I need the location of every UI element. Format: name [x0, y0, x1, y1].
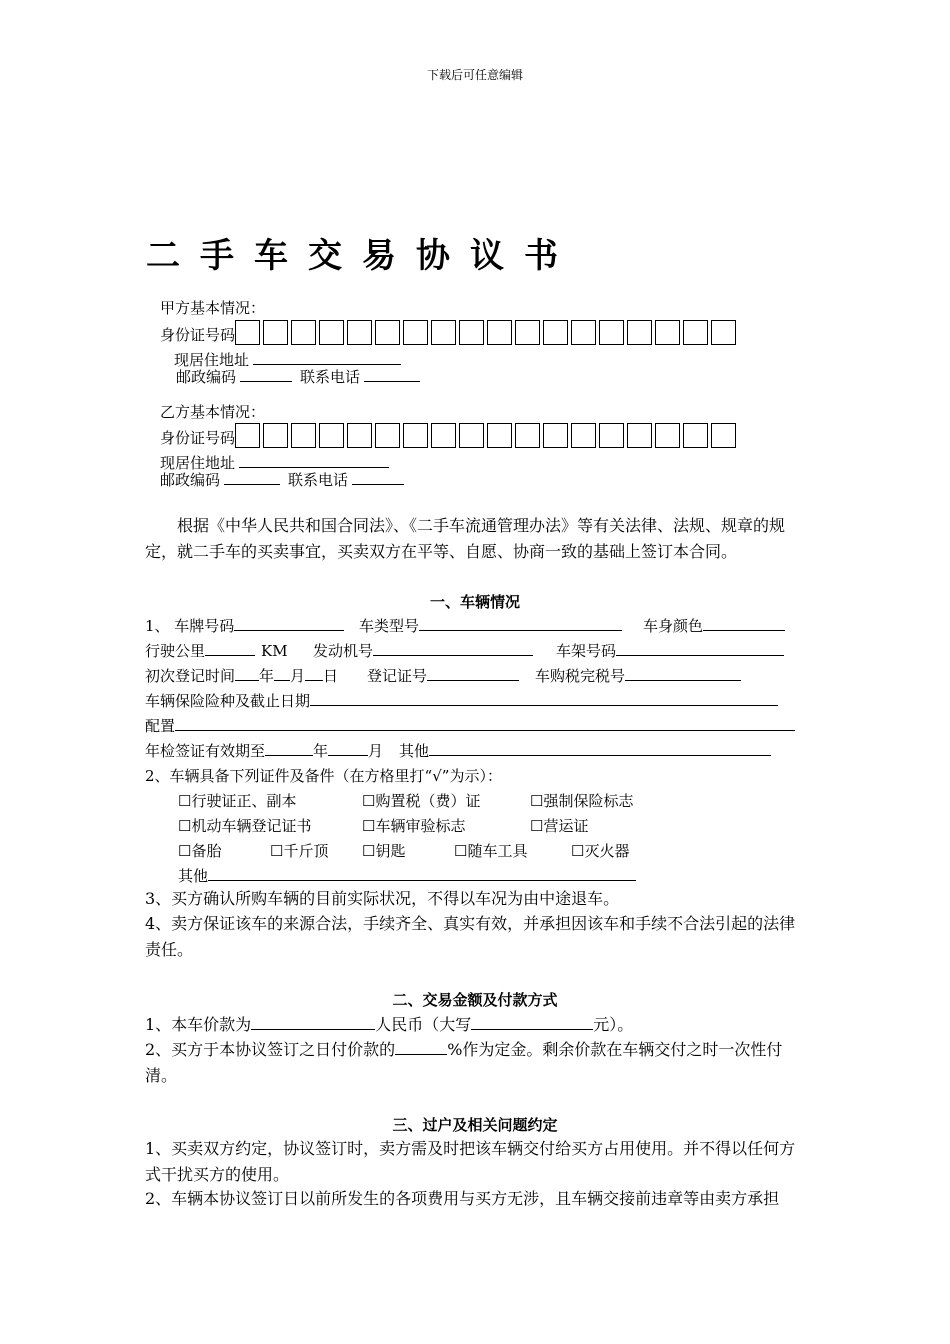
mileage-label: 行驶公里: [145, 642, 206, 660]
checkbox-row-3: [178, 841, 629, 861]
plate-field[interactable]: [234, 616, 344, 631]
id-digit-box[interactable]: [683, 320, 708, 345]
documents-intro: 2、车辆具备下列证件及备件（在方格里打“√”为示）：: [145, 767, 502, 785]
checkbox-operating-cert[interactable]: ☐营运证: [530, 817, 589, 835]
section1-heading: 一、车辆情况: [429, 593, 520, 611]
id-digit-box[interactable]: [263, 320, 288, 345]
id-digit-box[interactable]: [459, 423, 484, 448]
config-label: 配置: [145, 717, 176, 735]
id-digit-box[interactable]: [487, 320, 512, 345]
inspection-row: [145, 741, 771, 761]
tax-no-row: [535, 666, 741, 686]
deposit-percent-field[interactable]: [395, 1040, 447, 1055]
party-a-address-field[interactable]: [253, 350, 401, 365]
id-digit-box[interactable]: [487, 423, 512, 448]
reg-no-row: [367, 666, 519, 686]
config-row: [145, 716, 795, 736]
party-b-address-field[interactable]: [239, 453, 389, 468]
first-reg-day-field[interactable]: [305, 666, 323, 681]
party-b-phone-field[interactable]: [352, 470, 404, 485]
checkbox-jack[interactable]: ☐千斤顶: [270, 842, 329, 860]
id-digit-box[interactable]: [627, 320, 652, 345]
insurance-row: [145, 691, 778, 711]
frame-row: [556, 641, 784, 661]
year-label: 年: [259, 667, 275, 685]
frame-field[interactable]: [616, 641, 784, 656]
deposit-label: 2、买方于本协议签订之日付价款的: [145, 1040, 396, 1059]
party-b-address-label: 现居住地址: [160, 454, 236, 472]
tax-no-label: 车购税完税号: [535, 667, 626, 685]
engine-field[interactable]: [373, 641, 533, 656]
party-b-heading: 乙方基本情况：: [160, 403, 266, 421]
id-digit-box[interactable]: [627, 423, 652, 448]
id-digit-box[interactable]: [571, 320, 596, 345]
price-field[interactable]: [251, 1015, 375, 1030]
id-digit-box[interactable]: [711, 320, 736, 345]
party-b-id-label: 身份证号码: [160, 429, 236, 447]
id-digit-box[interactable]: [319, 320, 344, 345]
price-label: 1、本车价款为: [145, 1015, 252, 1034]
mileage-field[interactable]: [205, 641, 255, 656]
id-digit-box[interactable]: [543, 320, 568, 345]
document-title: 二手车交易协议书: [146, 236, 578, 276]
id-digit-box[interactable]: [431, 423, 456, 448]
page-header: 下载后可任意编辑: [426, 68, 523, 82]
inspection-year-label: 年: [313, 742, 329, 760]
id-digit-box[interactable]: [375, 423, 400, 448]
deposit-rest: %作为定金。剩余价款在车辆交付之时一次性付清。: [145, 1040, 783, 1085]
id-digit-box[interactable]: [291, 423, 316, 448]
checkbox-spare-tire[interactable]: ☐备胎: [178, 842, 222, 860]
party-b-postcode-field[interactable]: [224, 470, 280, 485]
id-digit-box[interactable]: [235, 320, 260, 345]
deposit-row: [145, 1037, 810, 1089]
section3-heading: 三、过户及相关问题约定: [392, 1116, 558, 1134]
config-field[interactable]: [175, 716, 795, 731]
party-b-id-boxes[interactable]: [235, 423, 739, 448]
model-field[interactable]: [419, 616, 622, 631]
inspection-label: 年检签证有效期至: [145, 742, 266, 760]
checkbox-other-row: [178, 866, 636, 886]
checkbox-driving-license[interactable]: ☐行驶证正、副本: [178, 792, 297, 810]
reg-no-field[interactable]: [427, 666, 519, 681]
id-digit-box[interactable]: [599, 320, 624, 345]
first-reg-year-field[interactable]: [235, 666, 259, 681]
item4: 4、卖方保证该车的来源合法，手续齐全、真实有效，并承担因该车和手续不合法引起的法律责任。: [145, 914, 796, 959]
model-row: [359, 616, 622, 636]
id-digit-box[interactable]: [515, 320, 540, 345]
transfer-item2: 2、车辆本协议签订日以前所发生的各项费用与买方无涉，且车辆交接前违章等由卖方承担: [145, 1189, 780, 1208]
engine-label: 发动机号: [313, 642, 374, 660]
checkbox-insurance-mark[interactable]: ☐强制保险标志: [530, 792, 634, 810]
id-digit-box[interactable]: [655, 423, 680, 448]
party-a-contact-row: [176, 367, 420, 387]
reg-no-label: 登记证号: [367, 667, 428, 685]
id-digit-box[interactable]: [711, 423, 736, 448]
party-a-phone-label: 联系电话: [300, 368, 361, 386]
party-a-id-label: 身份证号码: [160, 326, 236, 344]
party-b-id-row: [160, 423, 739, 448]
first-reg-row: [145, 666, 338, 686]
party-b-phone-label: 联系电话: [288, 471, 349, 489]
id-digit-box[interactable]: [347, 320, 372, 345]
inspection-month-field[interactable]: [328, 741, 368, 756]
id-digit-box[interactable]: [403, 320, 428, 345]
id-digit-box[interactable]: [375, 320, 400, 345]
id-digit-box[interactable]: [459, 320, 484, 345]
id-digit-box[interactable]: [403, 423, 428, 448]
engine-row: [313, 641, 533, 661]
checkbox-row-2: [178, 816, 588, 836]
price-rmb-label: 人民币（大写: [375, 1015, 472, 1034]
party-a-postcode-field[interactable]: [240, 367, 292, 382]
section2-heading: 二、交易金额及付款方式: [392, 991, 558, 1009]
id-digit-box[interactable]: [599, 423, 624, 448]
id-digit-box[interactable]: [655, 320, 680, 345]
frame-label: 车架号码: [556, 642, 617, 660]
party-b-contact-row: [160, 470, 404, 490]
checkbox-tools[interactable]: ☐随车工具: [454, 842, 528, 860]
party-a-address-label: 现居住地址: [174, 351, 250, 369]
id-digit-box[interactable]: [683, 423, 708, 448]
id-digit-box[interactable]: [515, 423, 540, 448]
inspection-other-label: 其他: [399, 742, 430, 760]
plate-row: [145, 616, 344, 636]
id-digit-box[interactable]: [263, 423, 288, 448]
checkbox-keys[interactable]: ☐钥匙: [362, 842, 406, 860]
id-digit-box[interactable]: [431, 320, 456, 345]
party-a-heading: 甲方基本情况：: [160, 299, 266, 317]
checkbox-inspection-mark[interactable]: ☐车辆审验标志: [362, 817, 466, 835]
month-label: 月: [290, 667, 306, 685]
party-b-postcode-label: 邮政编码: [160, 471, 221, 489]
party-a-id-boxes[interactable]: [235, 320, 739, 345]
price-words-field[interactable]: [471, 1015, 593, 1030]
inspection-year-field[interactable]: [265, 741, 313, 756]
insurance-label: 车辆保险险种及截止日期: [145, 692, 311, 710]
checkbox-other-label: 其他: [178, 867, 209, 885]
model-label: 车类型号: [359, 617, 420, 635]
party-a-postcode-label: 邮政编码: [176, 368, 237, 386]
plate-label: 1、 车牌号码: [145, 617, 235, 635]
intro-paragraph: 根据《中华人民共和国合同法》、《二手车流通管理办法》等有关法律、法规、规章的规定，就二手车的买卖事宜，买卖双方在平等、自愿、协商一致的基础上签订本合同。: [145, 516, 786, 561]
item3: 3、买方确认所购车辆的目前实际状况，不得以车况为由中途退车。: [145, 889, 620, 908]
party-a-id-row: [160, 320, 739, 345]
id-digit-box[interactable]: [347, 423, 372, 448]
insurance-field[interactable]: [310, 691, 778, 706]
checkbox-row-1: [178, 791, 633, 811]
color-field[interactable]: [703, 616, 785, 631]
transfer-item1: 1、买卖双方约定，协议签订时，卖方需及时把该车辆交付给买方占用使用。并不得以任何方式干扰买方的使用。: [145, 1139, 796, 1184]
tax-no-field[interactable]: [625, 666, 741, 681]
inspection-other-field[interactable]: [429, 741, 771, 756]
price-yuan-label: 元）。: [593, 1015, 634, 1034]
id-digit-box[interactable]: [291, 320, 316, 345]
color-label: 车身颜色: [643, 617, 704, 635]
mileage-row: [145, 641, 288, 661]
checkbox-other-field[interactable]: [208, 866, 636, 881]
id-digit-box[interactable]: [543, 423, 568, 448]
id-digit-box[interactable]: [235, 423, 260, 448]
party-a-phone-field[interactable]: [364, 367, 420, 382]
color-row: [643, 616, 785, 636]
id-digit-box[interactable]: [319, 423, 344, 448]
checkbox-purchase-tax[interactable]: ☐购置税（费）证: [362, 792, 481, 810]
inspection-month-label: 月: [368, 742, 384, 760]
first-reg-label: 初次登记时间: [145, 667, 236, 685]
first-reg-month-field[interactable]: [274, 666, 290, 681]
price-row: [145, 1012, 633, 1038]
day-label: 日: [323, 667, 339, 685]
checkbox-registration-cert[interactable]: ☐机动车辆登记证书: [178, 817, 312, 835]
km-unit: KM: [261, 642, 288, 660]
checkbox-extinguisher[interactable]: ☐灭火器: [571, 842, 630, 860]
id-digit-box[interactable]: [571, 423, 596, 448]
